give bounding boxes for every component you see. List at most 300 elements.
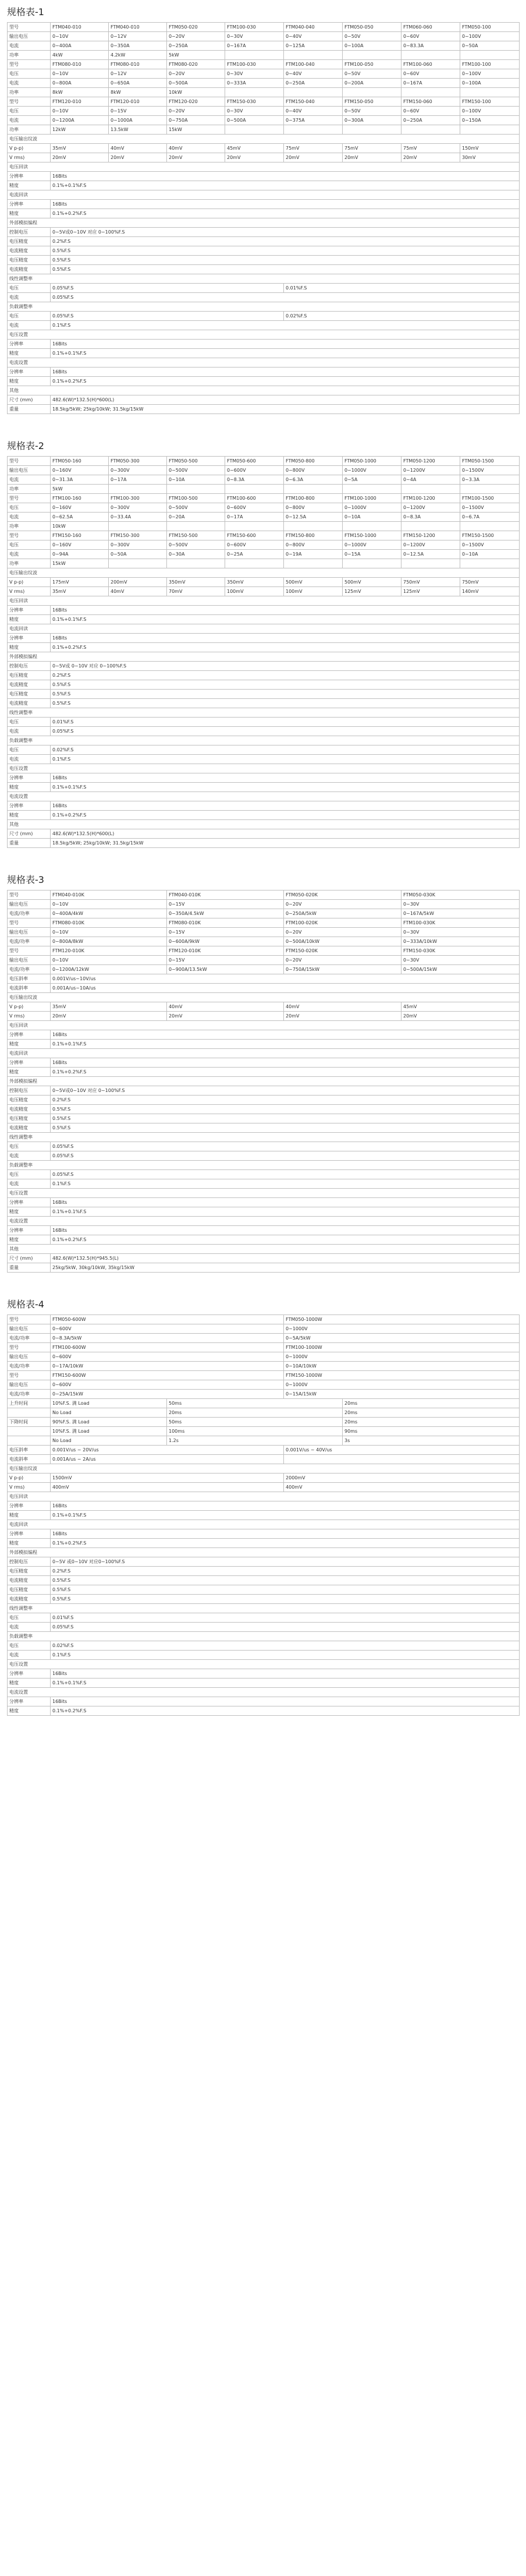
row-value: 0.5%F.S: [51, 699, 520, 708]
table-cell: 0~600A/9kW: [167, 937, 284, 946]
table-cell: 0~15V: [167, 928, 284, 937]
table-cell: 0~1500V: [460, 503, 520, 513]
table-row: [8, 1408, 520, 1418]
group-heading: 线性调整率: [8, 1604, 520, 1613]
row-label: 电压: [8, 1641, 51, 1651]
table-row: [8, 1049, 520, 1058]
table-row: [8, 1688, 520, 1697]
table-cell: 0~375A: [284, 116, 343, 125]
table-cell: FTM080-010: [51, 60, 109, 69]
row-label: 电流精度: [8, 265, 51, 274]
table-cell: 0~10A: [460, 550, 520, 559]
row-value: 0.1%+0.2%F.S: [51, 1706, 520, 1716]
table-row: [8, 60, 520, 69]
group-heading: 电压设置: [8, 1189, 520, 1198]
table-row: [8, 1539, 520, 1548]
row-label: 电流精度: [8, 699, 51, 708]
row-label: 精度: [8, 811, 51, 820]
table-row: [8, 1585, 520, 1595]
table-cell: 0~100V: [460, 69, 520, 79]
group-heading: 电压回读: [8, 1021, 520, 1030]
table-cell: 0~500V: [167, 503, 225, 513]
table-cell: FTM100-500: [167, 494, 225, 503]
table-cell: 400mV: [51, 1483, 284, 1492]
table-cell: 8kW: [109, 88, 167, 97]
group-heading: 电流设置: [8, 1688, 520, 1697]
table-cell: [167, 522, 225, 531]
row-label: 电流: [8, 755, 51, 764]
table-cell: 0~750A: [167, 116, 225, 125]
table-row: [8, 1595, 520, 1604]
row-value: 16Bits: [51, 606, 520, 615]
row-label: 电流/功率: [8, 1362, 51, 1371]
row-value: 0.5%F.S: [51, 1123, 520, 1133]
row-label: 电流: [8, 41, 51, 51]
row-value: 0.1%+0.2%F.S: [51, 1068, 520, 1077]
table-cell: 20mV: [51, 153, 109, 162]
row-label: 分辨率: [8, 200, 51, 209]
row-label: 尺寸 (mm): [8, 1254, 51, 1263]
table-row: [8, 485, 520, 494]
table-cell: 20mV: [225, 153, 284, 162]
row-label: 精度: [8, 1511, 51, 1520]
table-row: [8, 1324, 520, 1334]
table-row: [8, 974, 520, 984]
group-heading: 电压输出纹波: [8, 1464, 520, 1473]
condition-cell: 90%F.S. 满 Load: [51, 1418, 167, 1427]
table-cell: FTM100-800: [284, 494, 343, 503]
table-cell: 0~350A/4.5kW: [167, 909, 284, 918]
table-cell: 0~17A/10kW: [51, 1362, 284, 1371]
row-label: 电流: [8, 1651, 51, 1660]
table-cell: 0~20V: [167, 107, 225, 116]
table-cell: 0~100A: [460, 79, 520, 88]
table-cell: 0~17A: [225, 513, 284, 522]
table-row: [8, 531, 520, 540]
table-row: [8, 984, 520, 993]
group-heading: 负载调整率: [8, 302, 520, 312]
table-cell: 0~50V: [343, 107, 401, 116]
table-row: [8, 228, 520, 237]
table-cell: 0~1200V: [401, 466, 460, 475]
table-cell: 0~15A/15kW: [284, 1390, 520, 1399]
table-cell: 3s: [343, 1436, 520, 1446]
table-cell: [284, 51, 343, 60]
row-label: 分辨率: [8, 1669, 51, 1679]
table-row: [8, 1040, 520, 1049]
table-row: [8, 1217, 520, 1226]
table-cell: 0~30V: [225, 69, 284, 79]
table-row: [8, 829, 520, 839]
table-cell: FTM120-010K: [167, 946, 284, 956]
table-cell: 0~500A/15kW: [401, 965, 520, 974]
table-cell: 0~60V: [401, 69, 460, 79]
table-cell: 0~1200V: [401, 540, 460, 550]
row-label: 精度: [8, 783, 51, 792]
table-row: [8, 503, 520, 513]
row-label: 电压斜率: [8, 1446, 51, 1455]
row-label: 电流/功率: [8, 937, 51, 946]
table-cell: 0~10A/10kW: [284, 1362, 520, 1371]
table-cell: 8kW: [51, 88, 109, 97]
row-label: 输出电压: [8, 900, 51, 909]
row-value: 16Bits: [51, 172, 520, 181]
row-label: 电流精度: [8, 1576, 51, 1585]
table-row: [8, 107, 520, 116]
table-row: [8, 1576, 520, 1585]
table-cell: 0~600V: [225, 466, 284, 475]
table-row: [8, 1142, 520, 1151]
row-label: 电压: [8, 503, 51, 513]
table-row: [8, 1123, 520, 1133]
table-cell: 2000mV: [284, 1473, 520, 1483]
row-label: 型号: [8, 97, 51, 107]
row-value: 25kg/5kW, 30kg/10kW, 35kg/15kW: [51, 1263, 520, 1273]
table-cell: [401, 51, 460, 60]
row-label: 电流: [8, 1623, 51, 1632]
table-row: [8, 1012, 520, 1021]
table-row: [8, 1464, 520, 1473]
row-label: 电流: [8, 550, 51, 559]
table-row: [8, 783, 520, 792]
row-value: 0.1%+0.2%F.S: [51, 377, 520, 386]
table-cell: 35mV: [51, 587, 109, 596]
row-value: 0.5%F.S: [51, 256, 520, 265]
table-cell: 0~600V: [225, 503, 284, 513]
table-row: [8, 32, 520, 41]
table-cell: 100mV: [225, 587, 284, 596]
table-row: [8, 1613, 520, 1623]
table-cell: [284, 125, 343, 135]
group-heading: 电压回读: [8, 162, 520, 172]
table-cell: 0~100A: [343, 41, 401, 51]
table-row: [8, 330, 520, 340]
row-label: 电流: [8, 79, 51, 88]
table-row: [8, 284, 520, 293]
row-label: 功率: [8, 125, 51, 135]
table-cell: 70mV: [167, 587, 225, 596]
row-label: 分辨率: [8, 1226, 51, 1235]
row-value: 0.1%+0.1%F.S: [51, 783, 520, 792]
table-cell: 0~60V: [401, 32, 460, 41]
table-cell: 0~160V: [51, 466, 109, 475]
condition-cell: 10%F.S. 满 Load: [51, 1427, 167, 1436]
spec-document: [7, 6, 519, 1736]
table-cell: FTM120-010K: [51, 946, 167, 956]
table-cell: [343, 125, 401, 135]
table-cell: 0~40V: [284, 69, 343, 79]
table-cell: 0~150A: [460, 116, 520, 125]
row-label: 电流/功率: [8, 1334, 51, 1343]
table-cell: 0~20V: [284, 900, 401, 909]
table-cell: 0~125A: [284, 41, 343, 51]
table-cell: 0~300V: [109, 466, 167, 475]
table-cell: 0~83.3A: [401, 41, 460, 51]
table-cell: 15kW: [167, 125, 225, 135]
row-value: 0.1%F.S: [51, 1179, 520, 1189]
table-cell: [225, 125, 284, 135]
row-label: 电压: [8, 745, 51, 755]
table-cell: FTM100-160: [51, 494, 109, 503]
table-cell: [225, 485, 284, 494]
table-cell: FTM120-010: [51, 97, 109, 107]
table-cell: 200mV: [109, 578, 167, 587]
row-label: 控制电压: [8, 662, 51, 671]
table-cell: 0~800A: [51, 79, 109, 88]
row-label: 电流: [8, 727, 51, 736]
table-row: [8, 727, 520, 736]
table-cell: 0~200A: [343, 79, 401, 88]
row-value: 0.5%F.S: [51, 680, 520, 690]
row-label: V p-p): [8, 578, 51, 587]
table-row: [8, 1151, 520, 1161]
table-row: [8, 718, 520, 727]
row-label: 型号: [8, 23, 51, 32]
table-row: [8, 405, 520, 414]
row-value: 0.1%+0.2%F.S: [51, 1539, 520, 1548]
table-cell: 0~20V: [284, 928, 401, 937]
table-cell: FTM100-600: [225, 494, 284, 503]
table-cell: FTM120-020: [167, 97, 225, 107]
row-label: 精度: [8, 1040, 51, 1049]
table-cell: 40mV: [167, 1002, 284, 1012]
row-label: 精度: [8, 181, 51, 190]
row-label: 电流/功率: [8, 1390, 51, 1399]
table-row: [8, 1263, 520, 1273]
table-cell: 45mV: [225, 144, 284, 153]
table-cell: 5kW: [167, 51, 225, 60]
table-row: [8, 349, 520, 358]
table-row: [8, 1501, 520, 1511]
table-cell: 0~10V: [51, 956, 167, 965]
group-heading: 线性调整率: [8, 708, 520, 718]
row-value: 0.2%F.S: [51, 237, 520, 246]
group-heading: 外部模拟编程: [8, 1548, 520, 1557]
row-value: 16Bits: [51, 1501, 520, 1511]
table-cell: 0~10V: [51, 900, 167, 909]
table-cell: 0~10V: [51, 928, 167, 937]
row-value: 0.1%F.S: [51, 321, 520, 330]
row-label: 电流精度: [8, 1123, 51, 1133]
row-value: 482.6(W)*132.5(H)*600(L): [51, 829, 520, 839]
row-label: 功率: [8, 88, 51, 97]
table-cell: 0~800V: [284, 503, 343, 513]
table-cell: FTM080-010K: [167, 918, 284, 928]
table-cell: [225, 88, 284, 97]
row-label: V p-p): [8, 1473, 51, 1483]
table-cell: 0~19A: [284, 550, 343, 559]
table-row: [8, 680, 520, 690]
table-cell: FTM050-1200: [401, 457, 460, 466]
row-label: 型号: [8, 531, 51, 540]
row-value: 18.5kg/5kW; 25kg/10kW; 31.5kg/15kW: [51, 405, 520, 414]
table-cell: 15kW: [51, 559, 109, 568]
row-label: 输出电压: [8, 32, 51, 41]
table-cell: FTM050-1000W: [284, 1315, 520, 1324]
table-cell: 0~650A: [109, 79, 167, 88]
row-value: 0.001V/us~10V/us: [51, 974, 520, 984]
row-value: 16Bits: [51, 1226, 520, 1235]
table-row: [8, 1660, 520, 1669]
table-row: [8, 513, 520, 522]
row-label: 电流精度: [8, 246, 51, 256]
row-label: 精度: [8, 209, 51, 218]
table-cell: 0~62.5A: [51, 513, 109, 522]
table-cell: FTM100-050: [343, 60, 401, 69]
table-cell: 0~250A/5kW: [284, 909, 401, 918]
condition-cell: No Load: [51, 1408, 167, 1418]
table-cell: FTM050-050: [343, 23, 401, 32]
table-cell: FTM040-010: [109, 23, 167, 32]
row-label: 型号: [8, 1343, 51, 1352]
group-heading: 其他: [8, 1245, 520, 1254]
row-label: 分辨率: [8, 773, 51, 783]
table-cell: 4kW: [51, 51, 109, 60]
table-row: [8, 624, 520, 634]
row-value: 0.2%F.S: [51, 671, 520, 680]
table-row: [8, 358, 520, 368]
table-row: [8, 615, 520, 624]
row-label: 分辨率: [8, 340, 51, 349]
row-value: 16Bits: [51, 1030, 520, 1040]
table-row: [8, 1641, 520, 1651]
group-heading: 电流回读: [8, 1520, 520, 1529]
row-label: 电流: [8, 1151, 51, 1161]
table-cell: 0~1200A/12kW: [51, 965, 167, 974]
table-row: [8, 237, 520, 246]
table-row: [8, 1030, 520, 1040]
table-cell: 0~40V: [284, 32, 343, 41]
table-row: [8, 699, 520, 708]
row-label: 精度: [8, 1679, 51, 1688]
row-value: 0.001A/us~10A/us: [51, 984, 520, 993]
table-cell: 0~500V: [167, 466, 225, 475]
table-cell: [460, 522, 520, 531]
table-row: [8, 811, 520, 820]
row-label: 尺寸 (mm): [8, 395, 51, 405]
table-cell: FTM050-600: [225, 457, 284, 466]
table-row: [8, 606, 520, 615]
row-label: 功率: [8, 51, 51, 60]
section-gap: [7, 414, 519, 434]
table-cell: FTM150-1500: [460, 531, 520, 540]
row-label: V rms): [8, 587, 51, 596]
table-cell: FTM040-010K: [51, 891, 167, 900]
row-label: 型号: [8, 891, 51, 900]
row-value: 0.5%F.S: [51, 1576, 520, 1585]
row-label: 电压: [8, 1142, 51, 1151]
table-cell: 0~500A: [225, 116, 284, 125]
group-heading: 电流回读: [8, 1049, 520, 1058]
table-row: [8, 634, 520, 643]
row-label: 精度: [8, 377, 51, 386]
table-cell: [225, 522, 284, 531]
table-cell: 0~1500V: [460, 466, 520, 475]
section-gap: [7, 1716, 519, 1736]
row-value: 482.6(W)*132.5(H)*945.5(L): [51, 1254, 520, 1263]
table-cell: 40mV: [284, 1002, 401, 1012]
table-cell: 0~750A/15kW: [284, 965, 401, 974]
row-label: 功率: [8, 559, 51, 568]
table-cell: FTM100-030: [225, 23, 284, 32]
table-row: [8, 900, 520, 909]
row-value: 16Bits: [51, 801, 520, 811]
row-value: 482.6(W)*132.5(H)*600(L): [51, 395, 520, 405]
table-cell: 0~800V: [284, 540, 343, 550]
table-cell: FTM150-600: [225, 531, 284, 540]
table-cell: 750mV: [401, 578, 460, 587]
table-cell: 0~300V: [109, 503, 167, 513]
table-cell: 0~12V: [109, 69, 167, 79]
table-cell: 0~600V: [51, 1352, 284, 1362]
table-cell: [225, 559, 284, 568]
row-label: 精度: [8, 1539, 51, 1548]
table-row: [8, 153, 520, 162]
table-row: [8, 1623, 520, 1632]
table-cell: FTM150-030K: [401, 946, 520, 956]
row-value: 0.1%+0.1%F.S: [51, 181, 520, 190]
table-cell: 13.5kW: [109, 125, 167, 135]
row-label: 电压精度: [8, 1567, 51, 1576]
table-cell: 0~800A/8kW: [51, 937, 167, 946]
table-cell: 30mV: [460, 153, 520, 162]
table-cell: 0~160V: [51, 540, 109, 550]
table-cell: [401, 125, 460, 135]
table-row: [8, 956, 520, 965]
row-value: 16Bits: [51, 634, 520, 643]
row-value: 16Bits: [51, 368, 520, 377]
table-row: [8, 1179, 520, 1189]
table-row: [8, 755, 520, 764]
row-value: 16Bits: [51, 1669, 520, 1679]
row-label: [8, 1427, 51, 1436]
table-cell: [460, 51, 520, 60]
row-value: 16Bits: [51, 200, 520, 209]
table-cell: FTM100-040: [284, 60, 343, 69]
table-row: [8, 41, 520, 51]
row-value: 0.01%F.S: [51, 1613, 520, 1623]
group-heading: 电压输出纹波: [8, 135, 520, 144]
table-cell: FTM150-1200: [401, 531, 460, 540]
row-label: 型号: [8, 60, 51, 69]
row-label: 分辨率: [8, 1697, 51, 1706]
row-label: [8, 1408, 51, 1418]
table-cell: 20mV: [109, 153, 167, 162]
table-cell: 0~8.3A: [225, 475, 284, 485]
table-row: [8, 1189, 520, 1198]
row-label: 分辨率: [8, 1030, 51, 1040]
row-label: 输出电压: [8, 1324, 51, 1334]
table-cell: 0.001A/us ~ 2A/us: [51, 1455, 284, 1464]
table-cell: [109, 522, 167, 531]
table-cell: 40mV: [167, 144, 225, 153]
row-label: 型号: [8, 1315, 51, 1324]
table-cell: [284, 485, 343, 494]
row-label: 精度: [8, 349, 51, 358]
table-cell: [343, 559, 401, 568]
table-row: [8, 993, 520, 1002]
row-label: V p-p): [8, 144, 51, 153]
table-cell: 0~4A: [401, 475, 460, 485]
table-cell: 0~12.5A: [401, 550, 460, 559]
table-cell: 20ms: [343, 1399, 520, 1408]
table-cell: FTM050-020K: [284, 891, 401, 900]
table-cell: 0~12.5A: [284, 513, 343, 522]
table-row: [8, 652, 520, 662]
table-row: [8, 1492, 520, 1501]
table-cell: FTM050-1500: [460, 457, 520, 466]
row-label: 电流精度: [8, 1105, 51, 1114]
